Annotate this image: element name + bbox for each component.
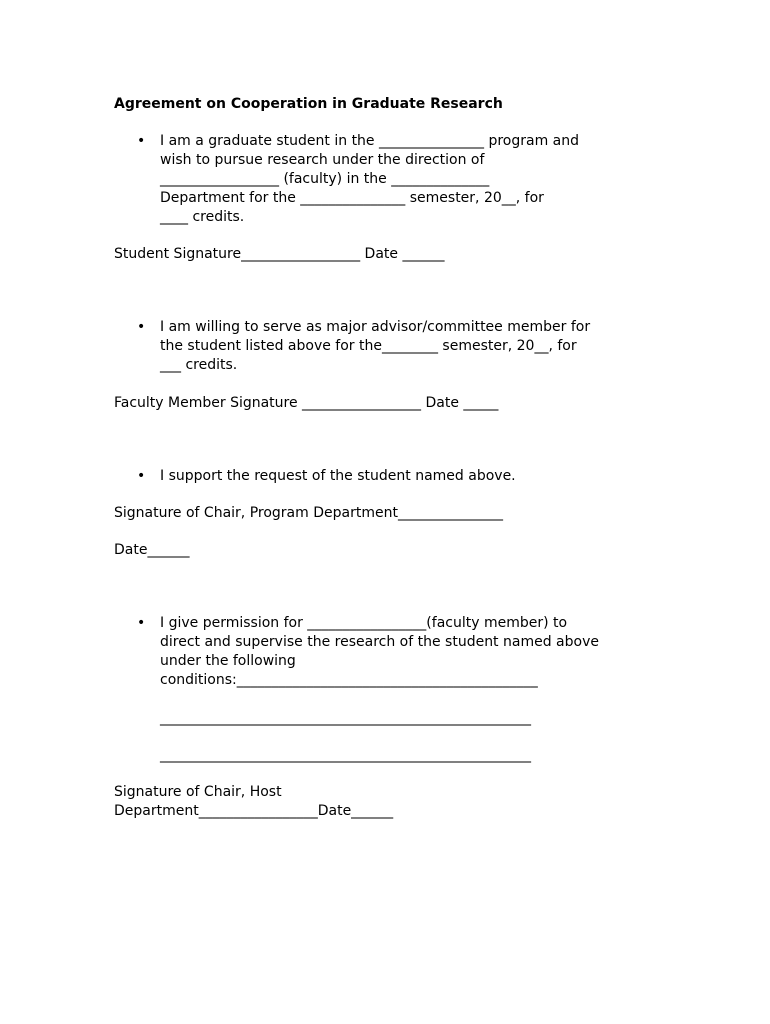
student-statement-line-1: I am a graduate student in the _______________ program and: [160, 133, 579, 149]
bullet-glyph: •: [137, 468, 146, 484]
student-signature-line: Student Signature_________________ Date ______: [114, 246, 445, 262]
host-chair-statement-line-3: under the following: [160, 653, 296, 669]
host-chair-signature-line-1: Signature of Chair, Host: [114, 784, 282, 800]
conditions-line: conditions:___________________________________________: [160, 672, 538, 688]
program-chair-statement: I support the request of the student named above.: [160, 468, 516, 484]
student-statement-line-5: ____ credits.: [160, 209, 245, 225]
conditions-blank-line-2: _____________________________________________________: [160, 747, 531, 763]
bullet-glyph: •: [137, 615, 146, 631]
faculty-signature-line: Faculty Member Signature _________________ Date _____: [114, 395, 499, 411]
host-chair-signature-line-2: Department_________________Date______: [114, 803, 394, 819]
program-chair-date-line: Date______: [114, 542, 190, 558]
student-statement-line-3: _________________ (faculty) in the ______________: [160, 171, 490, 187]
faculty-statement-line-3: ___ credits.: [160, 357, 238, 373]
bullet-glyph: •: [137, 319, 146, 335]
program-chair-signature-line: Signature of Chair, Program Department_______________: [114, 505, 503, 521]
host-chair-statement-line-2: direct and supervise the research of the student named above: [160, 634, 599, 650]
student-statement-line-2: wish to pursue research under the direction of: [160, 152, 485, 168]
student-statement-line-4: Department for the _______________ semester, 20__, for: [160, 190, 544, 206]
faculty-statement-line-2: the student listed above for the________ semester, 20__, for: [160, 338, 577, 354]
form-title: Agreement on Cooperation in Graduate Research: [114, 96, 503, 112]
faculty-statement-line-1: I am willing to serve as major advisor/committee member for: [160, 319, 591, 335]
conditions-blank-line-1: _____________________________________________________: [160, 710, 531, 726]
bullet-glyph: •: [137, 133, 146, 149]
host-chair-statement-line-1: I give permission for _________________(faculty member) to: [160, 615, 568, 631]
